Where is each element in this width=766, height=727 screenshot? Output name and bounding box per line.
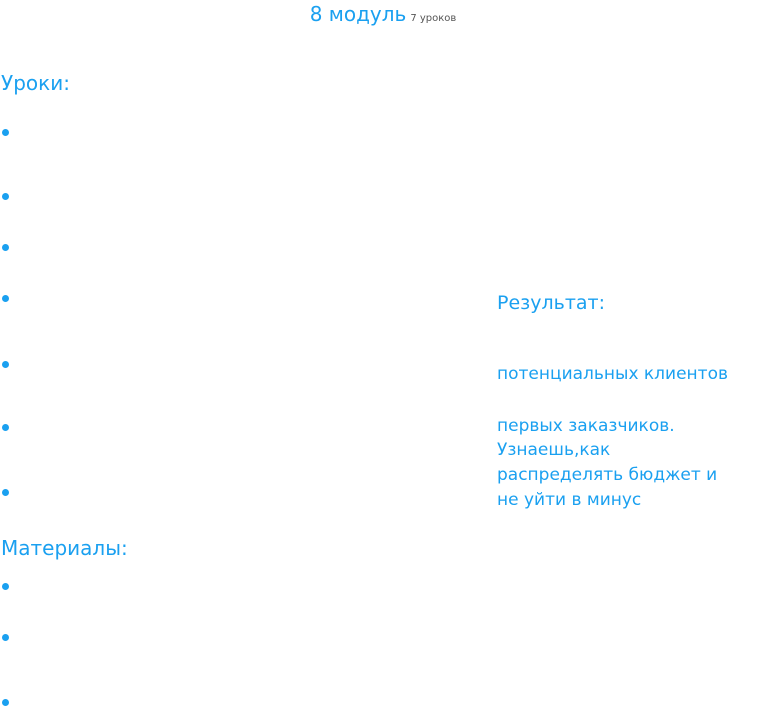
result-text-line: первых заказчиков. [497, 416, 675, 436]
lesson-bullet [2, 295, 9, 302]
result-text-line: распределять бюджет и [497, 465, 718, 485]
result-text-line: Узнаешь,как [497, 440, 611, 460]
material-bullet [2, 634, 9, 641]
lesson-bullet [2, 244, 9, 251]
lesson-bullet [2, 424, 9, 431]
result-heading: Результат: [497, 292, 606, 314]
lesson-bullet [2, 129, 9, 136]
materials-heading: Материалы: [1, 536, 128, 560]
material-bullet [2, 583, 9, 590]
module-title: 8 модуль [309, 2, 407, 26]
lesson-bullet [2, 193, 9, 200]
lesson-bullet [2, 489, 9, 496]
result-text-line: не уйти в минус [497, 490, 642, 510]
result-text-line: потенциальных клиентов [497, 364, 728, 384]
lesson-bullet [2, 361, 9, 368]
module-header [0, 0, 766, 28]
lessons-heading: Уроки: [1, 71, 70, 95]
lessons-count: 7 уроков [410, 13, 457, 24]
material-bullet [2, 699, 9, 706]
